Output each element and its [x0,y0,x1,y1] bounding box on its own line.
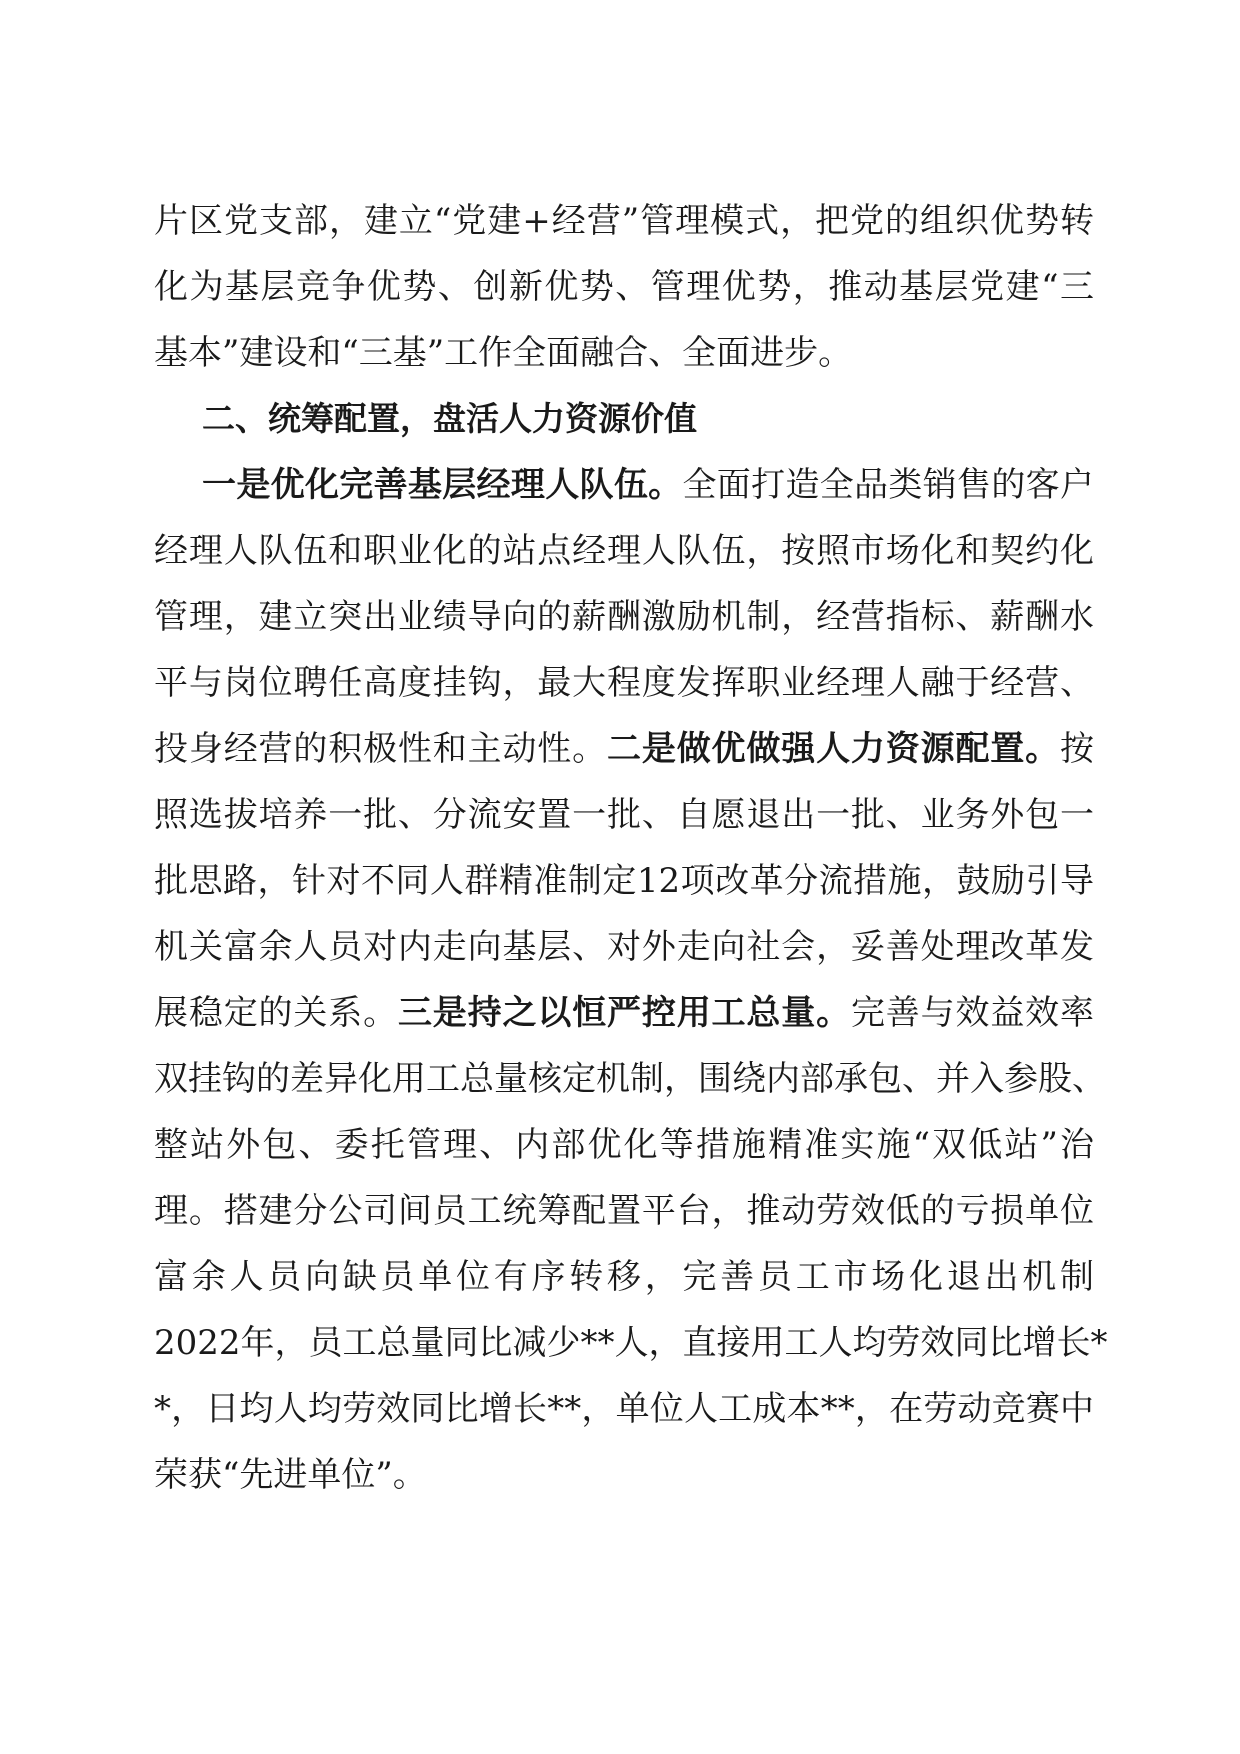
bold-lead-3: 三是持之以恒严控用工总量。 [397,993,851,1033]
paragraph-line: 整站外包、委托管理、内部优化等措施精准实施“双低站”治 [154,1125,1094,1165]
paragraph-line [154,716,1094,782]
paragraph-line: 双挂钩的差异化用工总量核定机制，围绕内部承包、并入参股、 [154,1059,1106,1099]
paragraph-line: 机关富余人员对内走向基层、对外走向社会，妥善处理改革发 [154,927,1094,967]
text-segment: 投身经营的积极性和主动性。 [154,729,607,769]
bold-lead-2: 二是做优做强人力资源配置。 [607,729,1060,769]
paragraph-line: 2022年，员工总量同比减少**人，直接用工人均劳效同比增长* [154,1323,1108,1363]
paragraph-line: 基本”建设和“三基”工作全面融合、全面进步。 [154,333,853,373]
paragraph-line: 平与岗位聘任高度挂钩，最大程度发挥职业经理人融于经营、 [154,663,1094,703]
paragraph-line: 化为基层竞争优势、创新优势、管理优势，推动基层党建“三 [154,267,1094,307]
paragraph-line: *，日均人均劳效同比增长**，单位人工成本**，在劳动竞赛中 [154,1389,1094,1429]
paragraph-line: 批思路，针对不同人群精准制定12项改革分流措施，鼓励引导 [154,861,1094,901]
text-segment: 按 [1060,729,1094,769]
paragraph-line: 片区党支部，建立“党建+经营”管理模式，把党的组织优势转 [154,201,1094,241]
paragraph-line [202,452,1094,518]
text-segment: 展稳定的关系。 [154,993,398,1033]
paragraph-line: 理。搭建分公司间员工统筹配置平台，推动劳效低的亏损单位 [154,1191,1094,1231]
paragraph-line [154,980,1094,1046]
text-segment: 全面打造全品类销售的客户 [682,465,1095,505]
paragraph-line: 经理人队伍和职业化的站点经理人队伍，按照市场化和契约化 [154,531,1094,571]
paragraph-line: 管理，建立突出业绩导向的薪酬激励机制，经营指标、薪酬水 [154,597,1094,637]
paragraph-line: 荣获“先进单位”。 [154,1455,427,1495]
paragraph-line: 富余人员向缺员单位有序转移，完善员工市场化退出机制 [154,1257,1094,1297]
bold-lead-1: 一是优化完善基层经理人队伍。 [202,465,683,505]
paragraph-line: 照选拔培养一批、分流安置一批、自愿退出一批、业务外包一 [154,795,1094,835]
section-heading: 二、统筹配置，盘活人力资源价值 [202,399,697,438]
text-segment: 完善与效益效率 [850,993,1095,1033]
